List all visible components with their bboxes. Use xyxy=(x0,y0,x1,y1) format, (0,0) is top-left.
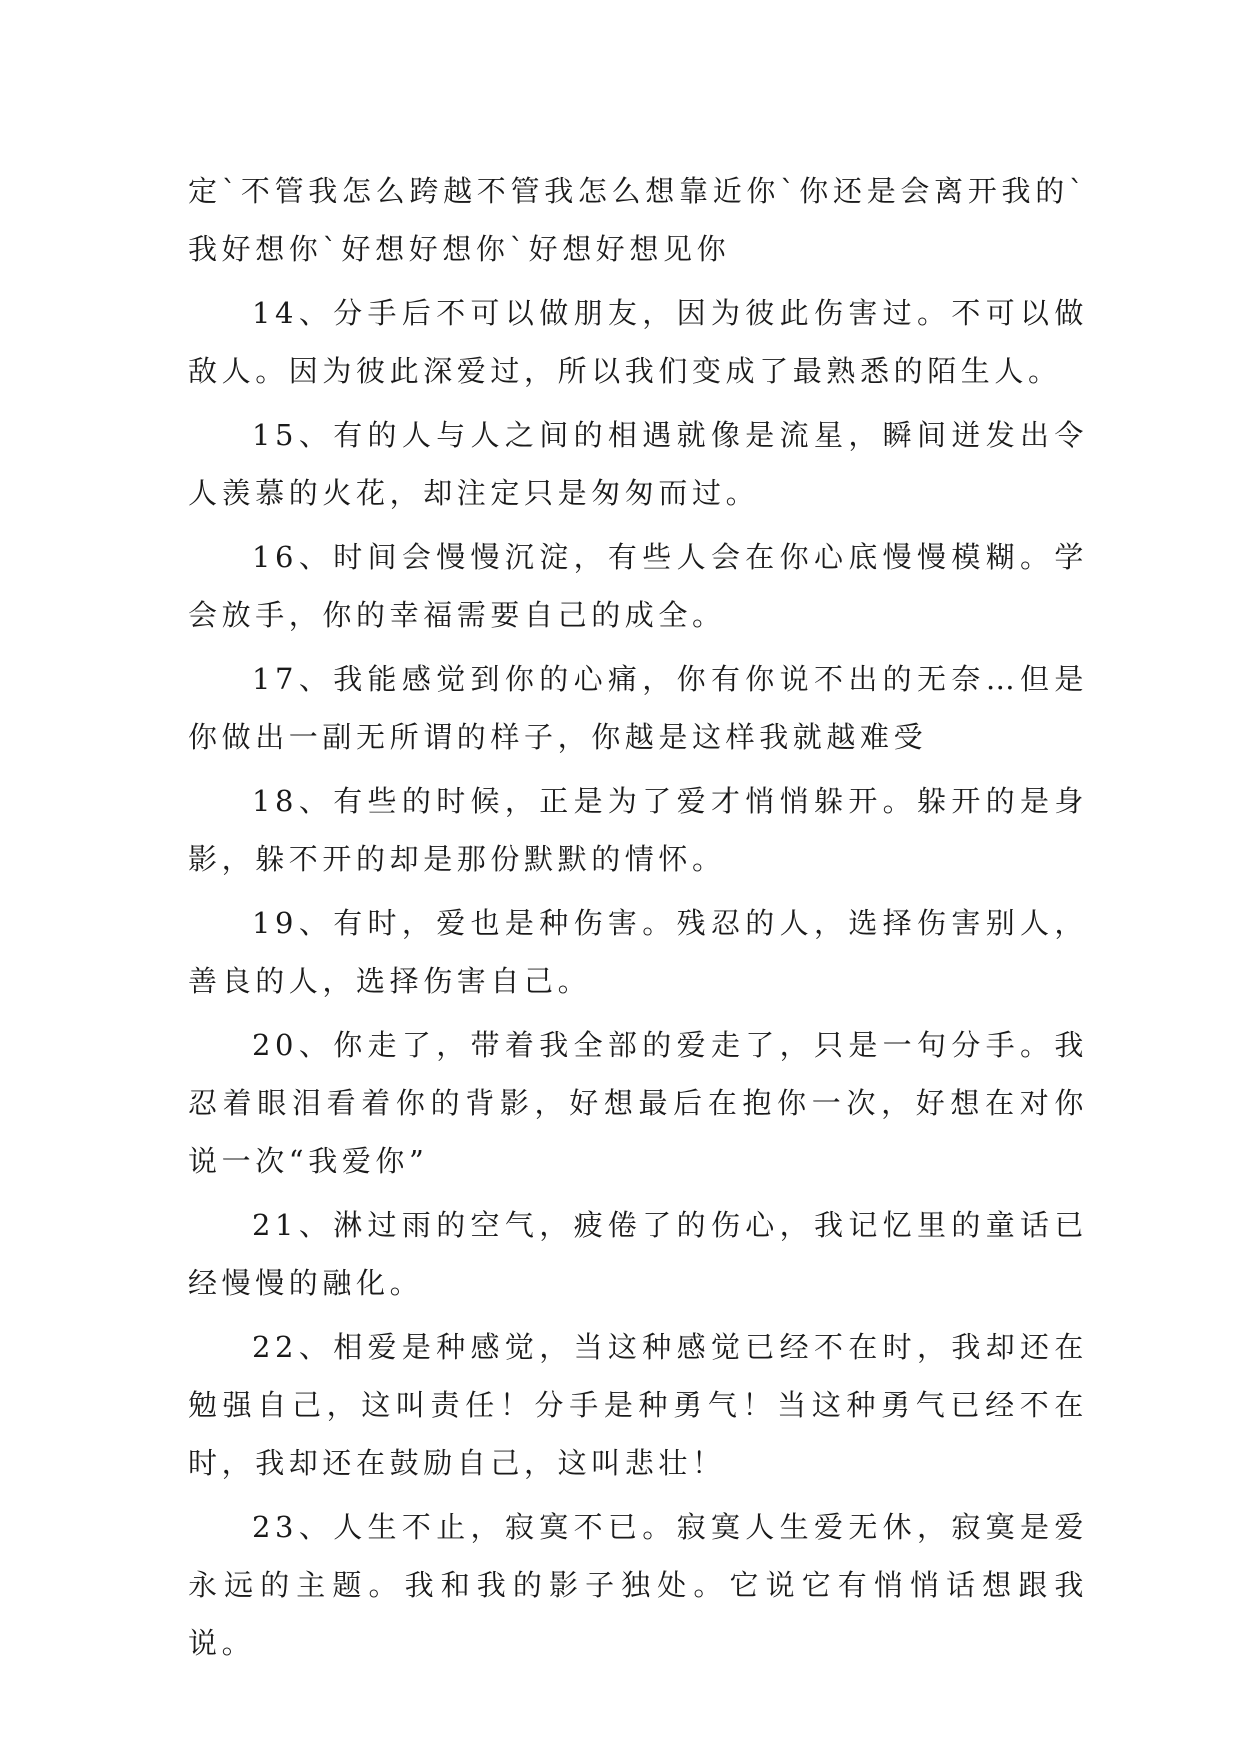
paragraph-14: 14、分手后不可以做朋友，因为彼此伤害过。不可以做敌人。因为彼此深爱过，所以我们变成了最熟悉的陌生人。 xyxy=(188,296,1088,388)
paragraph-18: 18、有些的时候，正是为了爱才悄悄躲开。躲开的是身影，躲不开的却是那份默默的情怀。 xyxy=(188,784,1088,876)
paragraph-19: 19、有时，爱也是种伤害。残忍的人，选择伤害别人，善良的人，选择伤害自己。 xyxy=(188,906,1088,998)
paragraph-21: 21、淋过雨的空气，疲倦了的伤心，我记忆里的童话已经慢慢的融化。 xyxy=(188,1208,1088,1300)
document-body xyxy=(188,162,1088,1678)
paragraph-16: 16、时间会慢慢沉淀，有些人会在你心底慢慢模糊。学会放手，你的幸福需要自己的成全。 xyxy=(188,540,1088,632)
paragraph-20: 20、你走了，带着我全部的爱走了，只是一句分手。我忍着眼泪看着你的背影，好想最后在抱你一次，好想在对你说一次“我爱你” xyxy=(188,1028,1088,1178)
paragraph-13-continued: 定`不管我怎么跨越不管我怎么想靠近你`你还是会离开我的`我好想你`好想好想你`好想好想见你 xyxy=(188,174,1088,266)
paragraph-23: 23、人生不止，寂寞不已。寂寞人生爱无休，寂寞是爱永远的主题。我和我的影子独处。它说它有悄悄话想跟我说。 xyxy=(188,1510,1088,1660)
paragraph-15: 15、有的人与人之间的相遇就像是流星，瞬间迸发出令人羡慕的火花，却注定只是匆匆而过。 xyxy=(188,418,1088,510)
paragraph-22: 22、相爱是种感觉，当这种感觉已经不在时，我却还在勉强自己，这叫责任！分手是种勇气！当这种勇气已经不在时，我却还在鼓励自己，这叫悲壮！ xyxy=(188,1330,1088,1480)
paragraph-17: 17、我能感觉到你的心痛，你有你说不出的无奈…但是你做出一副无所谓的样子，你越是这样我就越难受 xyxy=(188,662,1088,754)
